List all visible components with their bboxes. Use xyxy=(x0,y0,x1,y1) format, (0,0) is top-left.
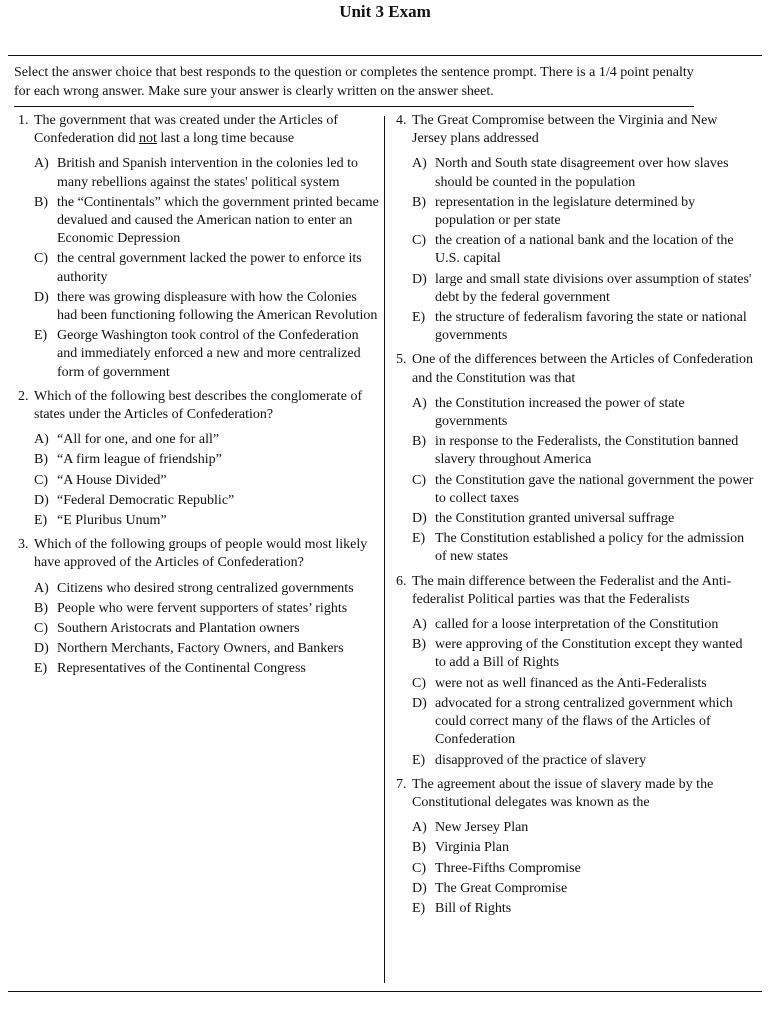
option-text: were not as well financed as the Anti-Federalists xyxy=(435,675,707,691)
option-letter: D) xyxy=(34,289,49,305)
option-text: in response to the Federalists, the Constitution banned slavery throughout America xyxy=(435,434,739,468)
answer-option xyxy=(34,580,380,598)
question-stem xyxy=(34,112,380,148)
option-letter: D) xyxy=(412,695,427,711)
option-text: there was growing displeasure with how the Colonies had been functioning following the American Revolution xyxy=(57,289,378,324)
option-letter: C) xyxy=(412,233,426,249)
option-text: New Jersey Plan xyxy=(435,820,529,836)
question-7 xyxy=(396,776,754,918)
question-number: 5. xyxy=(396,352,407,368)
option-letter: B) xyxy=(412,637,426,653)
answer-options xyxy=(412,616,754,770)
option-letter: C) xyxy=(34,472,48,488)
option-letter: D) xyxy=(412,880,427,896)
answer-options xyxy=(34,155,380,381)
instructions: Select the answer choice that best responds to the question or completes the sentence prompt. There is a 1/4 point penalty for each wrong answer. Make sure your answer is clearly written on the answer sheet. xyxy=(14,65,694,99)
answer-option xyxy=(34,289,380,325)
answer-option xyxy=(412,880,754,898)
option-letter: C) xyxy=(34,621,48,637)
option-letter: A) xyxy=(412,156,427,172)
option-letter: E) xyxy=(412,752,426,768)
option-letter: B) xyxy=(412,840,426,856)
question-number: 4. xyxy=(396,113,407,128)
option-text: called for a loose interpretation of the Constitution xyxy=(435,617,719,633)
option-text: advocated for a strong centralized government which could correct many of the flaws of the Articles of Confederation xyxy=(435,695,733,748)
option-letter: A) xyxy=(412,617,427,633)
option-letter: A) xyxy=(412,395,427,411)
option-text: the Constitution increased the power of state governments xyxy=(435,395,685,430)
question-3 xyxy=(18,536,380,678)
option-text: the creation of a national bank and the location of the U.S. capital xyxy=(435,233,734,267)
answer-option xyxy=(412,530,754,566)
answer-option xyxy=(34,492,380,510)
option-letter: A) xyxy=(34,156,49,172)
answer-option xyxy=(34,600,380,618)
option-text: the “Continentals” which the government printed became devalued and caused the American nation to enter an Economic Depression xyxy=(57,194,379,247)
option-letter: E) xyxy=(412,900,426,916)
stem-underlined-word: not xyxy=(138,131,157,147)
option-text: Representatives of the Continental Congress xyxy=(57,661,306,677)
option-text: “A House Divided” xyxy=(57,472,167,488)
option-text: “A firm league of friendship” xyxy=(57,452,222,468)
answer-option xyxy=(412,194,754,230)
answer-option xyxy=(34,155,380,191)
question-number: 7. xyxy=(396,776,407,792)
option-letter: E) xyxy=(412,531,426,547)
answer-option xyxy=(412,839,754,857)
answer-option xyxy=(34,431,380,449)
answer-option xyxy=(412,232,754,268)
instructions-rule xyxy=(14,106,694,107)
answer-option xyxy=(412,155,754,191)
option-text: “Federal Democratic Republic” xyxy=(57,492,235,508)
answer-option xyxy=(34,327,380,382)
answer-option xyxy=(412,860,754,878)
option-letter: D) xyxy=(412,511,427,527)
option-text: People who were fervent supporters of states’ rights xyxy=(57,600,348,616)
option-text: George Washington took control of the Confederation and immediately enforced a new and more centralized form of government xyxy=(57,328,361,380)
right-column xyxy=(396,112,754,924)
question-stem: Which of the following best describes the conglomerate of states under the Articles of Confederation? xyxy=(34,388,363,423)
answer-option xyxy=(34,660,380,678)
answer-option xyxy=(412,395,754,431)
answer-option xyxy=(34,512,380,530)
question-stem: One of the differences between the Articles of Confederation and the Constitution was that xyxy=(412,352,754,386)
option-text: Virginia Plan xyxy=(435,840,509,856)
option-letter: E) xyxy=(412,310,426,326)
option-letter: D) xyxy=(34,641,49,657)
option-letter: C) xyxy=(412,675,426,691)
option-letter: A) xyxy=(412,820,427,836)
option-text: Southern Aristocrats and Plantation owners xyxy=(57,621,300,637)
answer-option xyxy=(34,640,380,658)
question-number: 6. xyxy=(396,573,407,589)
option-letter: B) xyxy=(34,452,48,468)
question-2 xyxy=(18,388,380,530)
question-4 xyxy=(396,112,754,345)
answer-option xyxy=(34,194,380,249)
option-letter: B) xyxy=(34,194,48,210)
answer-options xyxy=(34,431,380,530)
answer-option xyxy=(412,472,754,508)
answer-option xyxy=(412,675,754,693)
answer-option xyxy=(412,636,754,672)
question-stem: The agreement about the issue of slavery made by the Constitutional delegates was known as the xyxy=(412,776,714,810)
option-text: the Constitution gave the national government the power to collect taxes xyxy=(435,472,754,506)
stem-part: The government that was created under the Articles of Confederation did xyxy=(34,113,338,147)
option-text: British and Spanish intervention in the colonies led to many rebellions against the states' political system xyxy=(57,156,358,190)
option-letter: B) xyxy=(412,434,426,450)
option-letter: E) xyxy=(34,513,48,529)
option-text: the structure of federalism favoring the state or national governments xyxy=(435,310,747,344)
answer-options xyxy=(412,395,754,567)
option-letter: D) xyxy=(412,271,427,287)
answer-option xyxy=(34,451,380,469)
answer-option xyxy=(34,250,380,286)
option-text: Northern Merchants, Factory Owners, and Bankers xyxy=(57,641,344,657)
question-1 xyxy=(18,112,380,382)
option-text: The Constitution established a policy for the admission of new states xyxy=(435,531,745,565)
answer-option xyxy=(412,309,754,345)
option-letter: C) xyxy=(412,472,426,488)
option-text: “E Pluribus Unum” xyxy=(57,513,167,529)
answer-option xyxy=(412,510,754,528)
option-text: Bill of Rights xyxy=(435,900,512,916)
question-number: 3. xyxy=(18,537,29,553)
option-text: The Great Compromise xyxy=(435,880,568,896)
option-text: representation in the legislature determined by population or per state xyxy=(435,194,696,229)
option-text: North and South state disagreement over how slaves should be counted in the population xyxy=(435,156,729,190)
answer-option xyxy=(412,433,754,469)
answer-option xyxy=(412,819,754,837)
title-rule xyxy=(8,55,762,56)
stem-part: last a long time because xyxy=(156,131,295,147)
question-number: 2. xyxy=(18,388,29,404)
option-letter: B) xyxy=(34,600,48,616)
option-text: “All for one, and one for all” xyxy=(57,432,220,448)
answer-option xyxy=(34,620,380,638)
option-text: were approving of the Constitution except they wanted to add a Bill of Rights xyxy=(435,637,743,671)
answer-option xyxy=(412,271,754,307)
option-letter: E) xyxy=(34,661,48,677)
left-column xyxy=(18,112,380,685)
answer-option xyxy=(412,616,754,634)
option-letter: C) xyxy=(412,860,426,876)
question-stem: The Great Compromise between the Virginia and New Jersey plans addressed xyxy=(412,113,718,147)
answer-option xyxy=(34,472,380,490)
option-letter: A) xyxy=(34,580,49,596)
answer-options xyxy=(34,580,380,679)
question-number: 1. xyxy=(18,113,29,128)
option-text: Citizens who desired strong centralized governments xyxy=(57,580,354,596)
answer-options xyxy=(412,819,754,918)
option-text: large and small state divisions over assumption of states' debt by the federal government xyxy=(435,271,752,305)
bottom-rule xyxy=(8,991,762,992)
question-stem: The main difference between the Federalist and the Anti-federalist Political parties was that the Federalists xyxy=(412,573,732,607)
answer-option xyxy=(412,695,754,750)
question-6 xyxy=(396,573,754,770)
option-text: disapproved of the practice of slavery xyxy=(435,752,647,768)
question-stem: Which of the following groups of people would most likely have approved of the Articles of Confederation? xyxy=(34,537,368,571)
option-letter: E) xyxy=(34,328,48,344)
question-5 xyxy=(396,351,754,566)
option-letter: D) xyxy=(34,492,49,508)
exam-title: Unit 3 Exam xyxy=(339,2,431,21)
option-text: Three-Fifths Compromise xyxy=(435,860,581,876)
option-letter: B) xyxy=(412,194,426,210)
column-divider xyxy=(384,116,385,983)
option-text: the central government lacked the power to enforce its authority xyxy=(57,251,362,285)
option-letter: C) xyxy=(34,251,48,267)
answer-option xyxy=(412,900,754,918)
option-text: the Constitution granted universal suffrage xyxy=(435,511,675,527)
answer-options xyxy=(412,155,754,345)
option-letter: A) xyxy=(34,432,49,448)
answer-option xyxy=(412,752,754,770)
